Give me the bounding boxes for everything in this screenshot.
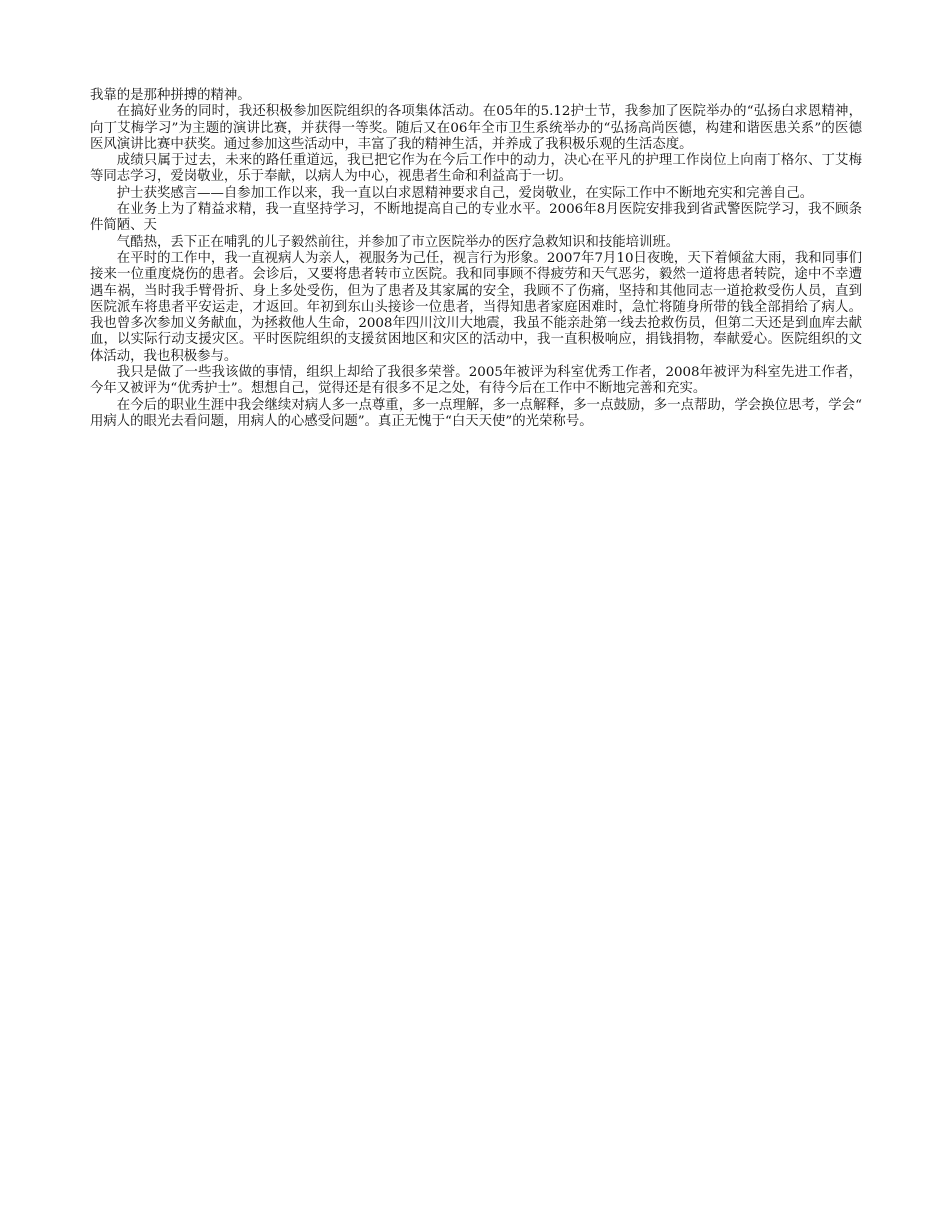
- paragraph-1: 我靠的是那种拼搏的精神。: [90, 88, 251, 103]
- paragraph-9: 在今后的职业生涯中我会继续对病人多一点尊重，多一点理解，多一点解释，多一点鼓励，多一点帮助，学会换位思考，学会“用病人的眼光去看问题，用病人的心感受问题”。真正无愧于“白天天使”的光荣称号。: [90, 397, 862, 429]
- paragraph-5: 在业务上为了精益求精，我一直坚持学习，不断地提高自己的专业水平。2006年8月医院安排我到省武警医院学习，我不顾条件简陋、天: [90, 202, 862, 234]
- paragraph-8: 我只是做了一些我该做的事情，组织上却给了我很多荣誉。2005年被评为科室优秀工作者，2008年被评为科室先进工作者，今年又被评为“优秀护士”。想想自己，觉得还是有很多不足之处，有待今后在工作中不断地完善和充实。: [90, 365, 862, 397]
- paragraph-4: 护士获奖感言——自参加工作以来，我一直以白求恩精神要求自己，爱岗敬业，在实际工作中不断地充实和完善自己。: [116, 185, 814, 201]
- document-page: [90, 88, 862, 430]
- paragraph-6: 气酷热，丢下正在哺乳的儿子毅然前往，并参加了市立医院举办的医疗急救知识和技能培训班。: [116, 234, 680, 250]
- paragraph-3: 成绩只属于过去，未来的路任重道远，我已把它作为在今后工作中的动力，决心在平凡的护理工作岗位上向南丁格尔、丁艾梅等同志学习，爱岗敬业，乐于奉献，以病人为中心，视患者生命和利益高于一切。: [90, 153, 862, 185]
- paragraph-7: 在平时的工作中，我一直视病人为亲人，视服务为己任，视言行为形象。2007年7月10日夜晚，天下着倾盆大雨，我和同事们接来一位重度烧伤的患者。会诊后，又要将患者转市立医院。我和同事顾不得疲劳和天气恶劣，毅然一道将患者转院，途中不幸遭遇车祸，当时我手臂骨折、身上多处受伤，但为了患者及其家属的安全，我顾不了伤痛，坚持和其他同志一道抢救受伤人员，直到医院派车将患者平安运走，才返回。年初到东山头接诊一位患者，当得知患者家庭困难时，急忙将随身所带的钱全部捐给了病人。我也曾多次参加义务献血，为拯救他人生命，2008年四川汶川大地震，我虽不能亲赴第一线去抢救伤员，但第二天还是到血库去献血，以实际行动支援灾区。平时医院组织的支援贫困地区和灾区的活动中，我一直积极响应，捐钱捐物，奉献爱心。医院组织的文体活动，我也积极参与。: [90, 250, 862, 364]
- paragraph-2: 在搞好业务的同时，我还积极参加医院组织的各项集体活动。在05年的5.12护士节，我参加了医院举办的“弘扬白求恩精神，向丁艾梅学习”为主题的演讲比赛，并获得一等奖。随后又在06年全市卫生系统举办的“弘扬高尚医德，构建和谐医患关系”的医德医风演讲比赛中获奖。通过参加这些活动中，丰富了我的精神生活，并养成了我积极乐观的生活态度。: [90, 104, 862, 152]
